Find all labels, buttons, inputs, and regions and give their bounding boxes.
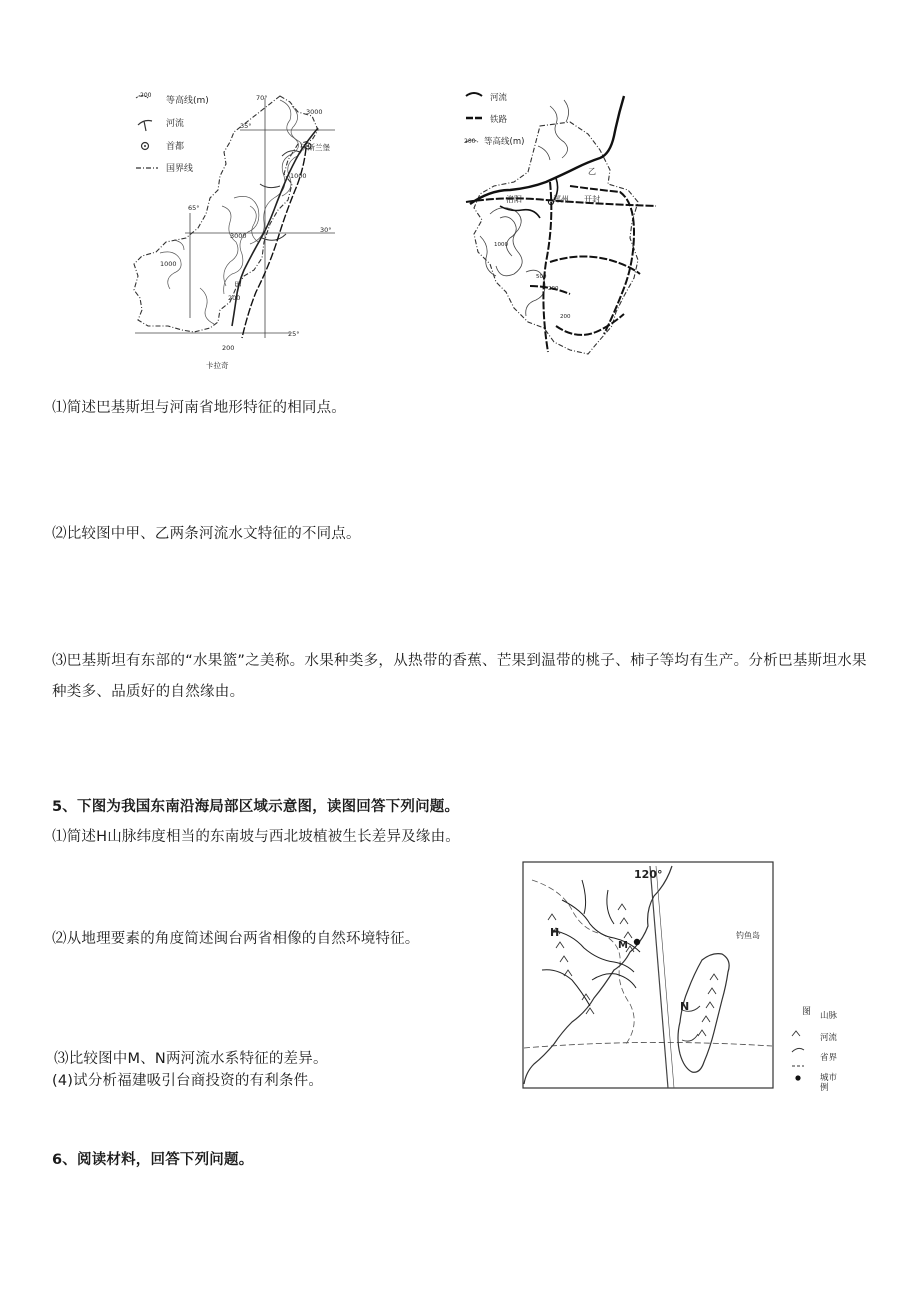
svg-text:郑州: 郑州 xyxy=(553,195,569,204)
q6-title-text: 6、阅读材料，回答下列问题。 xyxy=(52,1152,254,1168)
coast-map-frame xyxy=(523,862,773,1088)
q5-title xyxy=(52,797,459,817)
river-jia xyxy=(232,128,318,326)
svg-text:河流: 河流 xyxy=(820,1033,838,1043)
pakistan-map xyxy=(130,88,360,388)
q4-part3: ⑶巴基斯坦有东部的“水果篮”之美称。水果种类多，从热带的香蕉、芒果到温带的桃子、柿子等均有生产。分析巴基斯坦水果种类多、品质好的自然缘由。 xyxy=(52,653,867,700)
q5-part1: ⑴简述H山脉纬度相当的东南坡与西北坡植被生长差异及缘由。 xyxy=(52,829,461,845)
svg-text:甲: 甲 xyxy=(234,281,242,290)
henan-map xyxy=(460,86,660,378)
q4-part1: ⑴简述巴基斯坦与河南省地形特征的相同点。 xyxy=(52,400,346,416)
q5-part4: (4)试分析福建吸引台商投资的有利条件。 xyxy=(52,1073,324,1089)
city-m-icon xyxy=(634,939,640,945)
svg-text:30°: 30° xyxy=(320,226,332,234)
svg-text:钓鱼岛: 钓鱼岛 xyxy=(736,931,760,940)
svg-text:1000: 1000 xyxy=(494,242,508,248)
svg-text:M: M xyxy=(618,940,628,951)
svg-text:N: N xyxy=(680,1000,690,1013)
coast-map-legend xyxy=(792,1006,838,1092)
svg-text:铁路: 铁路 xyxy=(490,115,508,125)
svg-text:H: H xyxy=(550,926,560,939)
q4-part2: ⑵比较图中甲、乙两条河流水文特征的不同点。 xyxy=(52,526,361,542)
svg-text:省界: 省界 xyxy=(820,1053,838,1063)
svg-text:例: 例 xyxy=(820,1083,829,1092)
river-yi xyxy=(470,96,624,204)
svg-text:25°: 25° xyxy=(288,330,300,338)
svg-text:200: 200 xyxy=(548,286,559,292)
svg-text:等高线(m): 等高线(m) xyxy=(484,137,525,147)
svg-text:河流: 河流 xyxy=(166,119,185,129)
svg-text:200: 200 xyxy=(560,314,571,320)
pakistan-border xyxy=(134,96,318,332)
svg-text:图: 图 xyxy=(802,1007,812,1017)
svg-text:山脉: 山脉 xyxy=(820,1011,838,1021)
svg-text:500: 500 xyxy=(536,274,547,280)
svg-text:卡拉奇: 卡拉奇 xyxy=(206,361,229,370)
svg-text:国界线: 国界线 xyxy=(166,164,194,174)
svg-text:首都: 首都 xyxy=(166,142,185,152)
svg-text:120°: 120° xyxy=(634,868,663,881)
svg-text:70°: 70° xyxy=(256,94,268,102)
svg-text:200: 200 xyxy=(222,344,235,352)
svg-text:200: 200 xyxy=(140,92,152,99)
svg-text:200: 200 xyxy=(464,138,476,145)
pakistan-map-legend xyxy=(136,92,209,174)
svg-text:开封: 开封 xyxy=(584,195,600,204)
q6-title xyxy=(52,1150,253,1170)
henan-border xyxy=(474,122,638,354)
railway-network xyxy=(466,182,656,352)
svg-text:200: 200 xyxy=(228,294,241,302)
svg-text:35°: 35° xyxy=(240,122,252,130)
svg-text:3000: 3000 xyxy=(230,232,247,240)
q5-title-text: 5、下图为我国东南沿海局部区域示意图，读图回答下列问题。 xyxy=(52,799,460,815)
svg-text:65°: 65° xyxy=(188,204,200,212)
q5-part3: ⑶比较图中M、N两河流水系特征的差异。 xyxy=(54,1051,328,1067)
svg-text:1000: 1000 xyxy=(290,172,307,180)
svg-text:乙: 乙 xyxy=(588,167,596,176)
svg-text:洛阳: 洛阳 xyxy=(506,195,522,204)
q5-part2: ⑵从地理要素的角度简述闽台两省相像的自然环境特征。 xyxy=(52,931,420,947)
coast-map xyxy=(522,860,862,1092)
svg-text:河流: 河流 xyxy=(490,93,508,103)
svg-text:3000: 3000 xyxy=(306,108,323,116)
svg-text:城市: 城市 xyxy=(820,1073,838,1083)
svg-text:1000: 1000 xyxy=(160,260,177,268)
henan-map-legend xyxy=(464,92,524,147)
svg-text:伊斯兰堡: 伊斯兰堡 xyxy=(300,143,330,152)
svg-text:等高线(m): 等高线(m) xyxy=(166,96,209,106)
